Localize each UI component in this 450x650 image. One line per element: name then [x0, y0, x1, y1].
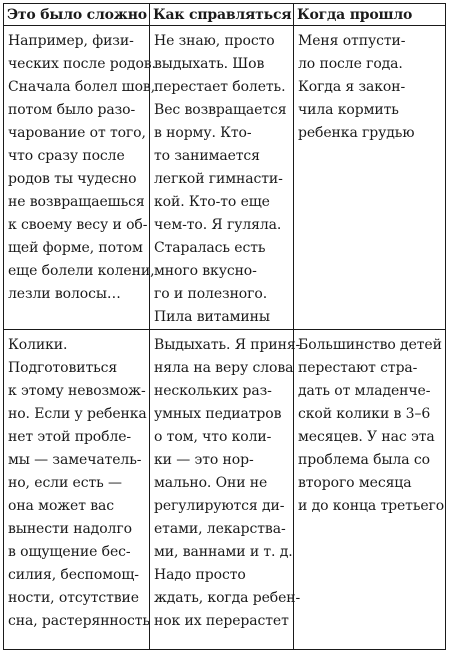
text-line: много вкусно- — [154, 263, 257, 279]
text-line: но, если есть — — [8, 475, 122, 491]
text-line: перестает болеть. — [154, 79, 286, 95]
text-line: сна, растерянность — [8, 613, 150, 629]
table-header-row — [4, 4, 446, 26]
table-cell — [4, 26, 156, 330]
text-line: о том, что коли- — [154, 429, 272, 445]
text-line: дать от младенче- — [298, 383, 431, 399]
text-line: второго месяца — [298, 475, 412, 491]
comparison-table-container — [3, 3, 445, 629]
text-line: регулируются ди- — [154, 498, 285, 514]
text-line: ждать, когда ребен- — [154, 590, 301, 606]
text-line: няла на веру слова — [154, 360, 294, 376]
text-line: ки — это нор- — [154, 452, 254, 468]
text-line: потом было разо- — [8, 102, 136, 118]
text-line: чарование от того, — [8, 125, 146, 141]
text-line: мы — замечатель- — [8, 452, 142, 468]
text-line: Надо просто — [154, 567, 246, 583]
text-line: Выдыхать. Я приня- — [154, 337, 301, 353]
text-line: и до конца третьего — [298, 498, 445, 514]
text-line: Большинство детей — [298, 337, 442, 353]
text-line: Например, физи- — [8, 33, 134, 49]
text-line: силия, беспомощ- — [8, 567, 139, 583]
text-line: выдыхать. Шов — [154, 56, 265, 72]
table-row — [4, 26, 446, 330]
text-line: етами, лекарства- — [154, 521, 286, 537]
text-line: кой. Кто-то еще — [154, 194, 270, 210]
text-line: вынести надолго — [8, 521, 132, 537]
text-line: перестают стра- — [298, 360, 418, 376]
column-header-coping: Как справляться — [150, 4, 294, 26]
text-line: в норму. Кто- — [154, 125, 252, 141]
text-line: умных педиатров — [154, 406, 282, 422]
text-line: нет этой пробле- — [8, 429, 132, 445]
text-line: Старалась есть — [154, 240, 266, 256]
text-line: щей форме, потом — [8, 240, 143, 256]
text-line: мально. Они не — [154, 475, 268, 491]
text-line: то занимается — [154, 148, 260, 164]
text-line: ребенка грудью — [298, 125, 415, 141]
text-line: ло после года. — [298, 56, 403, 72]
text-line: Колики. — [8, 337, 68, 353]
text-line: не возвращаешься — [8, 194, 145, 210]
text-line: Меня отпусти- — [298, 33, 406, 49]
text-line: ми, ваннами и т. д. — [154, 544, 293, 560]
text-line: что сразу после — [8, 148, 125, 164]
text-line: к своему весу и об- — [8, 217, 148, 233]
table-cell — [150, 330, 301, 650]
text-line: ности, отсутствие — [8, 590, 139, 606]
text-line: она может вас — [8, 498, 115, 514]
table-row — [4, 330, 446, 650]
text-line: проблема была со — [298, 452, 430, 468]
text-line: Сначала болел шов, — [8, 79, 156, 95]
text-line: родов ты чудесно — [8, 171, 137, 187]
column-header-resolution: Когда прошло — [294, 4, 446, 26]
text-line: Не знаю, просто — [154, 33, 275, 49]
text-line: чила кормить — [298, 102, 399, 118]
text-line: легкой гимнасти- — [154, 171, 283, 187]
text-line: ческих после родов. — [8, 56, 156, 72]
text-line: но. Если у ребенка — [8, 406, 147, 422]
table-cell — [150, 26, 294, 330]
table-cell — [4, 330, 150, 650]
text-line: Подготовиться — [8, 360, 118, 376]
comparison-table — [3, 3, 446, 650]
column-header-difficulty: Это было сложно — [4, 4, 150, 26]
table-cell — [294, 26, 446, 330]
text-line: ской колики в 3–6 — [298, 406, 431, 422]
text-line: месяцев. У нас эта — [298, 429, 435, 445]
text-line: лезли волосы… — [8, 286, 121, 302]
text-line: Пила витамины — [154, 309, 270, 325]
text-line: еще болели колени, — [8, 263, 155, 279]
text-line: го и полезного. — [154, 286, 268, 302]
text-line: нок их перерастет — [154, 613, 289, 629]
text-line: нескольких раз- — [154, 383, 272, 399]
text-line: Когда я закон- — [298, 79, 406, 95]
text-line: в ощущение бес- — [8, 544, 131, 560]
table-cell — [294, 330, 446, 650]
text-line: Вес возвращается — [154, 102, 287, 118]
text-line: чем-то. Я гуляла. — [154, 217, 282, 233]
text-line: к этому невозмож- — [8, 383, 146, 399]
